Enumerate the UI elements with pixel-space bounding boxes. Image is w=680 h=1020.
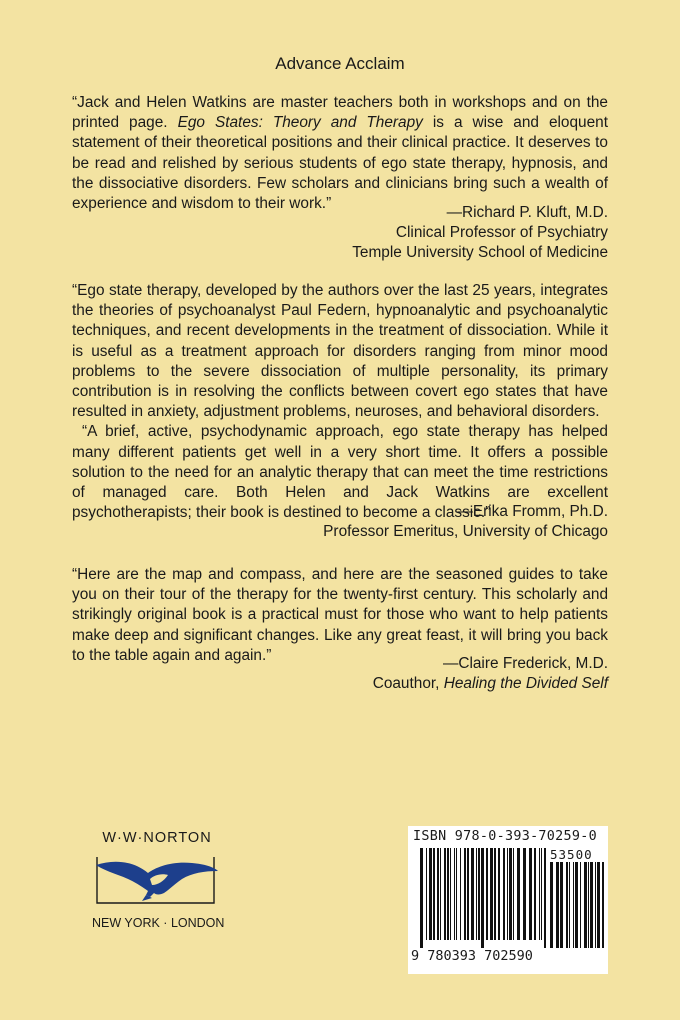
quote-paragraph: “A brief, active, psychodynamic approach, ego state therapy has helped many different patients get well in a very short time. It offers a possible solution to the need for an analytic therapy that can meet the time restrictions of managed care. Both Helen and Jack Watkins are excellent psychotherapists; their book is destined to become a classic.” (72, 423, 608, 522)
barcode-bar (569, 862, 570, 948)
quote-paragraph: “Ego state therapy, developed by the authors over the last 25 years, integrates the theories of psychoanalyst Paul Federn, hypnoanalytic and psychoanalytic techniques, and recent developments in the treatment of dissociation. While it is useful as a treatment approach for disorders ranging from minor mood problems to the severe dissociation of multiple personality, its primary contribution is in resolving the conflicts between covert ego states that have resulted in anxiety, adjustment problems, neuroses, and behavioral disorders. (72, 282, 608, 421)
barcode-bar (602, 862, 604, 948)
addon-barcode-bars (550, 862, 604, 948)
quote-paragraph (72, 93, 608, 214)
barcode-bar (420, 848, 423, 948)
endorser-affiliation: Temple University School of Medicine (352, 244, 608, 262)
barcode-bar (467, 848, 469, 940)
barcode-bar (597, 862, 600, 948)
barcode-bar (464, 848, 466, 940)
barcode-bar (454, 848, 455, 940)
barcode-bar (573, 862, 574, 948)
endorsement-quote-2 (72, 281, 608, 523)
attribution-1 (208, 203, 608, 264)
attribution-3 (208, 654, 608, 694)
barcode-bar (541, 848, 542, 940)
barcode-bar (566, 862, 568, 948)
barcode-bar (513, 848, 514, 940)
publisher-cities: NEW YORK · LONDON (92, 916, 225, 930)
ean-barcode-bars (420, 848, 546, 948)
endorser-title (208, 674, 608, 694)
publisher-name: W·W·NORTON (102, 830, 212, 846)
barcode-bar (450, 848, 451, 940)
barcode-bar (456, 848, 457, 940)
barcode-bar (517, 848, 520, 940)
barcode-bar (580, 862, 581, 948)
barcode-bar (523, 848, 526, 940)
barcode-bar (509, 848, 512, 940)
book-title-italic: Healing the Divided Self (443, 675, 608, 693)
endorsement-quote-3 (72, 565, 608, 666)
isbn-barcode (408, 826, 608, 974)
barcode-bar (426, 848, 427, 940)
barcode-bar (575, 862, 578, 948)
barcode-bar (539, 848, 540, 940)
barcode-bar (588, 862, 589, 948)
section-heading: Advance Acclaim (275, 54, 405, 73)
barcode-bar (429, 848, 432, 940)
barcode-bar (440, 848, 441, 940)
barcode-bar (544, 848, 546, 948)
book-title-italic: Ego States: Theory and Therapy (177, 114, 423, 132)
barcode-bar (490, 848, 493, 940)
barcode-bar (476, 848, 477, 940)
quote-paragraph: “Here are the map and compass, and here are the seasoned guides to take you on their tour of the therapy for the twenty-first century. This scholarly and strikingly original book is a practical must for those who want to help patients make deep and significant changes. Like any great feast, it will bring you back to the table again and again.” (72, 566, 608, 664)
barcode-bar (584, 862, 587, 948)
attribution-2 (208, 502, 608, 542)
ean-digits: 9 780393 702590 (411, 948, 533, 964)
barcode-bar (595, 862, 596, 948)
barcode-bar (481, 848, 484, 948)
barcode-bar (478, 848, 480, 940)
barcode-bar (590, 862, 593, 948)
endorser-name: —Claire Frederick, M.D. (442, 655, 608, 672)
barcode-bar (447, 848, 449, 940)
barcode-bar (550, 862, 553, 948)
barcode-bar (534, 848, 536, 940)
barcode-bar (498, 848, 500, 940)
endorser-title: Clinical Professor of Psychiatry (395, 224, 608, 242)
endorser-title: Professor Emeritus, University of Chicago (323, 523, 608, 541)
isbn-number: ISBN 978-0-393-70259-0 (413, 829, 597, 844)
barcode-bar (444, 848, 446, 940)
publisher-logo (92, 830, 225, 932)
quote-text: “Jack and Helen Watkins are master teachers both in workshops and on the printed page. (72, 94, 608, 132)
barcode-bar (556, 862, 559, 948)
endorser-name: —Richard P. Kluft, M.D. (446, 204, 608, 221)
barcode-bar (433, 848, 435, 940)
endorser-title-prefix: Coauthor, (372, 675, 444, 693)
price-addon-code: 53500 (550, 847, 593, 862)
barcode-bar (486, 848, 488, 940)
barcode-bar (560, 862, 563, 948)
quote-text: is a wise and eloquent statement of their theoretical positions and their clinical practice. It deserves to be read and relished by serious students of ego state therapy, hypnosis, and the dissociative disorders. Few scholars and clinicians bring such a wealth of experience and wisdom to their work.” (72, 114, 609, 213)
barcode-bar (494, 848, 496, 940)
barcode-bar (529, 848, 532, 940)
seagull-icon (92, 851, 222, 919)
barcode-bar (437, 848, 439, 940)
endorsement-quote-1 (72, 93, 608, 214)
barcode-bar (471, 848, 474, 940)
barcode-bar (503, 848, 505, 940)
barcode-bar (507, 848, 508, 940)
barcode-bar (460, 848, 461, 940)
endorser-name: —Erika Fromm, Ph.D. (457, 503, 608, 520)
